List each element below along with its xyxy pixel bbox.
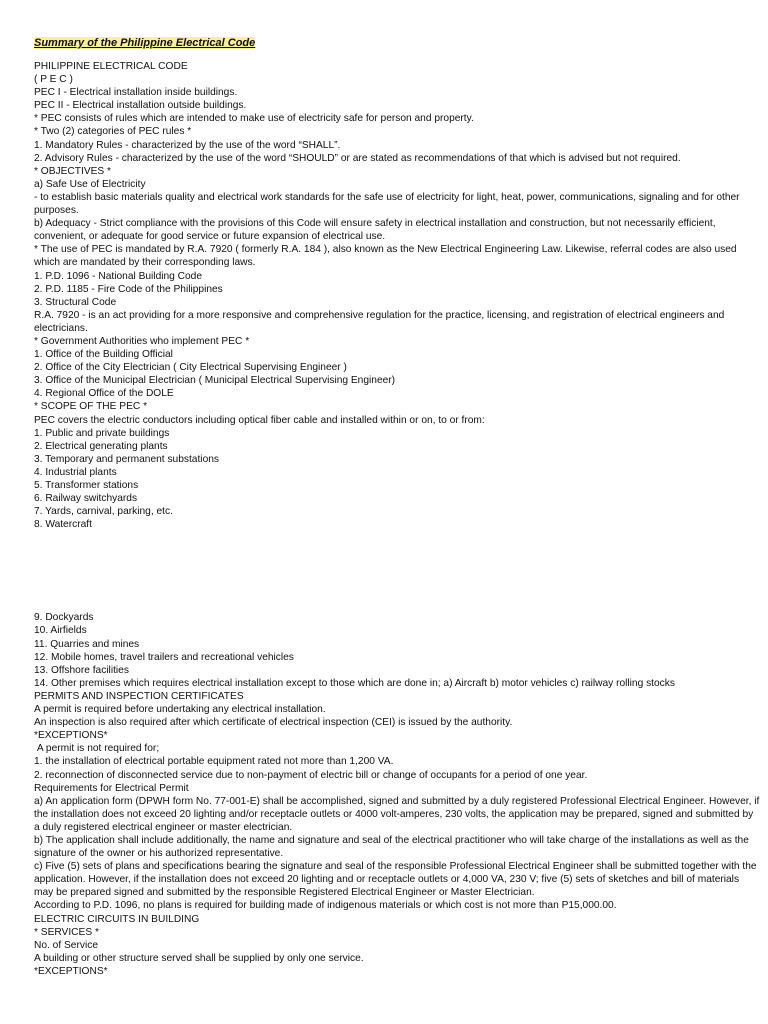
text-line: 14. Other premises which requires electrical installation except to those which are done in; a) Aircraft b) motor vehicles c) railway rolling stocks <box>34 677 675 689</box>
text-line: 2. Electrical generating plants <box>34 440 168 452</box>
text-line: ( P E C ) <box>34 74 73 86</box>
text-line: * Two (2) categories of PEC rules * <box>34 126 192 138</box>
text-line: 1. P.D. 1096 - National Building Code <box>34 270 203 282</box>
text-line: No. of Service <box>34 939 98 951</box>
text-line: ELECTRIC CIRCUITS IN BUILDING <box>34 913 200 925</box>
text-line: * The use of PEC is mandated by R.A. 7920 ( formerly R.A. 184 ), also known as the New Electrical Engineering Law. Likewise, referral codes are also used which are mandated by their corresponding laws. <box>34 244 740 269</box>
text-line: * PEC consists of rules which are intended to make use of electricity safe for person and property. <box>34 113 474 125</box>
text-line: 13. Offshore facilities <box>34 664 129 676</box>
text-line: 12. Mobile homes, travel trailers and recreational vehicles <box>34 651 294 663</box>
text-line: 3. Office of the Municipal Electrician ( Municipal Electrical Supervising Engineer) <box>34 375 396 387</box>
text-line: 1. Office of the Building Official <box>34 349 173 361</box>
text-line: 7. Yards, carnival, parking, etc. <box>34 506 173 518</box>
text-line: - to establish basic materials quality and electrical work standards for the safe use of electricity for light, heat, power, communications, signaling and for other purposes. <box>34 191 743 217</box>
text-line: 3. Temporary and permanent substations <box>34 453 219 465</box>
text-line: 2. Office of the City Electrician ( City Electrical Supervising Engineer ) <box>34 362 347 374</box>
text-line: * OBJECTIVES * <box>34 165 111 177</box>
text-line: A permit is required before undertaking any electrical installation. <box>34 704 326 716</box>
text-line: PEC II - Electrical installation outside buildings. <box>34 100 247 112</box>
text-line: 9. Dockyards <box>34 612 94 624</box>
text-line: 4. Regional Office of the DOLE <box>34 388 174 400</box>
text-line: 5. Transformer stations <box>34 480 139 491</box>
text-block-1 <box>34 60 760 531</box>
text-line: Requirements for Electrical Permit <box>34 782 189 794</box>
text-line: 2. reconnection of disconnected service due to non-payment of electric bill or change of occupants for a period of one year. <box>34 769 588 781</box>
text-line: 10. Airfields <box>34 625 87 637</box>
text-line: 1. the installation of electrical portable equipment rated not more than 1,200 VA. <box>34 756 394 768</box>
text-line: * Government Authorities who implement PEC * <box>34 335 250 347</box>
text-line: *EXCEPTIONS* <box>34 730 108 742</box>
text-line: R.A. 7920 - is an act providing for a more responsive and comprehensive regulation for the practice, licensing, and registration of electrical engineers and electricians. <box>34 309 728 334</box>
text-line: * SERVICES * <box>34 926 99 938</box>
text-block-2 <box>34 611 763 978</box>
text-line: c) Five (5) sets of plans and specifications bearing the signature and seal of the responsible Professional Electrical Engineer shall be submitted together with the application. However, if the installation does not exceed 20 lighting and or receptacle outlets or 4,000 VA, 230 V; five (5) sets of sketches and bill of materials may be prepared signed and submitted by the responsible Registered Electrical Engineer or Master Electrician. <box>34 861 760 899</box>
text-line: 2. Advisory Rules - characterized by the use of the word “SHOULD” or are stated as recommendations of that which is advised but not required. <box>34 152 681 164</box>
document-title: Summary of the Philippine Electrical Code <box>34 37 256 49</box>
text-line: PEC I - Electrical installation inside buildings. <box>34 87 238 99</box>
text-line: A building or other structure served shall be supplied by only one service. <box>34 952 364 964</box>
text-line: PERMITS AND INSPECTION CERTIFICATES <box>34 690 244 702</box>
text-line: 3. Structural Code <box>34 296 117 308</box>
text-line: a) An application form (DPWH form No. 77-001-E) shall be accomplished, signed and submitted by a duly registered Professional Electrical Engineer. However, if the installation does not exceed 20 lighting and/or receptacle outlets or 4000 volt-amperes, 230 volts, the application may be prepared, signed and submitted by a duly registered electrical engineer or master electrician. <box>34 795 763 833</box>
blank-gap <box>34 531 760 611</box>
text-line: b) Adequacy - Strict compliance with the provisions of this Code will ensure safety in electrical installation and construction, but not necessarily efficient, convenient, or adequate for good service or future expansion of electrical use. <box>34 218 719 243</box>
text-line: 4. Industrial plants <box>34 466 117 478</box>
text-line: 8. Watercraft <box>34 519 92 531</box>
text-line: 1. Public and private buildings <box>34 427 170 439</box>
text-line: 6. Railway switchyards <box>34 493 138 505</box>
text-line: a) Safe Use of Electricity <box>34 178 146 190</box>
text-line: An inspection is also required after which certificate of electrical inspection (CEI) is issued by the authority. <box>34 717 513 729</box>
text-line: 11. Quarries and mines <box>34 638 140 650</box>
text-line: PHILIPPINE ELECTRICAL CODE <box>34 61 188 72</box>
text-line: 1. Mandatory Rules - characterized by the use of the word “SHALL”. <box>34 139 341 151</box>
text-line: *EXCEPTIONS* <box>34 965 108 977</box>
text-line: b) The application shall include additionally, the name and signature and seal of the electrical practitioner who will take charge of the installations as well as the signature of the owner or his authorized representative. <box>34 834 752 860</box>
text-line: According to P.D. 1096, no plans is required for building made of indigenous materials or which cost is not more than P15,000.00. <box>34 900 617 912</box>
text-line: A permit is not required for; <box>34 743 160 755</box>
text-line: PEC covers the electric conductors including optical fiber cable and installed within or on, to or from: <box>34 414 485 426</box>
text-line: 2. P.D. 1185 - Fire Code of the Philippines <box>34 283 223 295</box>
text-line: * SCOPE OF THE PEC * <box>34 401 148 413</box>
